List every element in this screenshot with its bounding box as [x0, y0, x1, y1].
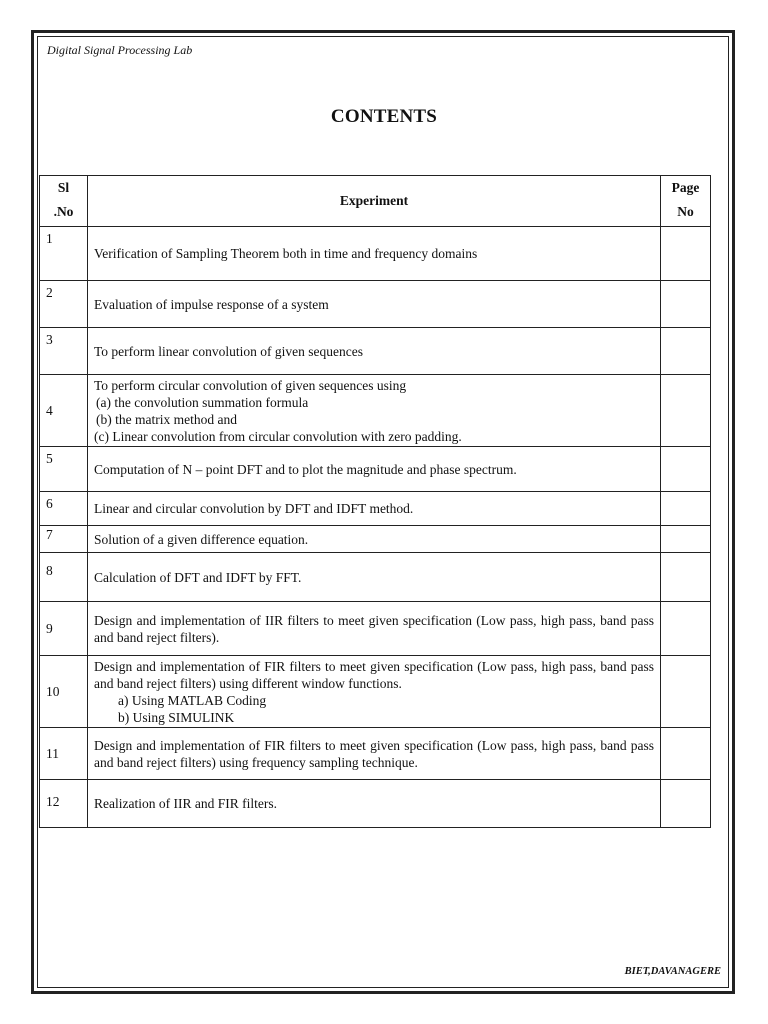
- experiment-title: Design and implementation of IIR filters to meet given specification (Low pass, high pass, band pass and band reject filters).: [88, 602, 661, 656]
- experiment-title: [88, 656, 661, 728]
- table-row: [40, 492, 711, 526]
- page-number-cell: [661, 447, 711, 492]
- page-number-cell: [661, 328, 711, 375]
- experiment-main-text: To perform circular convolution of given sequences using: [94, 377, 407, 393]
- page-no-header: [661, 176, 711, 227]
- page-number-cell: [661, 281, 711, 328]
- experiment-title: To perform linear convolution of given sequences: [88, 328, 661, 375]
- experiment-title: Verification of Sampling Theorem both in time and frequency domains: [88, 227, 661, 281]
- row-number: 10: [40, 656, 88, 728]
- experiment-title: Linear and circular convolution by DFT and IDFT method.: [88, 492, 661, 526]
- row-number: 4: [40, 375, 88, 447]
- experiment-title: Computation of N – point DFT and to plot the magnitude and phase spectrum.: [88, 447, 661, 492]
- table-row: [40, 375, 711, 447]
- page-number-cell: [661, 526, 711, 553]
- page-number-cell: [661, 492, 711, 526]
- row-number: 5: [40, 447, 88, 492]
- experiment-title: Design and implementation of FIR filters to meet given specification (Low pass, high pass, band pass and band reject filters) using frequency sampling technique.: [88, 728, 661, 780]
- sl-no-header: [40, 176, 88, 227]
- page-number-cell: [661, 553, 711, 602]
- row-number: 9: [40, 602, 88, 656]
- experiment-title: Realization of IIR and FIR filters.: [88, 780, 661, 828]
- experiment-subitem: a) Using MATLAB Coding: [118, 692, 267, 708]
- experiment-subitem: (c) Linear convolution from circular convolution with zero padding.: [94, 428, 462, 444]
- page-title: CONTENTS: [330, 106, 438, 127]
- row-number: 6: [40, 492, 88, 526]
- table-row: [40, 227, 711, 281]
- row-number: 2: [40, 281, 88, 328]
- contents-table: [39, 175, 711, 828]
- experiment-title: Solution of a given difference equation.: [88, 526, 661, 553]
- row-number: 3: [40, 328, 88, 375]
- page-number-cell: [661, 728, 711, 780]
- page-header-line1: Page: [671, 180, 700, 195]
- sl-header-line1: Sl: [57, 180, 70, 195]
- experiment-title: Calculation of DFT and IDFT by FFT.: [88, 553, 661, 602]
- table-row: [40, 553, 711, 602]
- experiment-subitem: (a) the convolution summation formula: [96, 394, 309, 410]
- row-number: 11: [40, 728, 88, 780]
- experiment-subitem: b) Using SIMULINK: [118, 709, 235, 725]
- table-row: [40, 281, 711, 328]
- sl-header-line2: .No: [53, 204, 74, 219]
- page-number-cell: [661, 375, 711, 447]
- page-number-cell: [661, 780, 711, 828]
- table-row: [40, 780, 711, 828]
- lab-name-header: Digital Signal Processing Lab: [47, 43, 193, 57]
- experiment-header: Experiment: [88, 176, 661, 227]
- page-number-cell: [661, 602, 711, 656]
- row-number: 1: [40, 227, 88, 281]
- table-row: [40, 447, 711, 492]
- page-header-line2: No: [677, 204, 694, 219]
- experiment-title: [88, 375, 661, 447]
- experiment-title: Evaluation of impulse response of a system: [88, 281, 661, 328]
- experiment-subitem: (b) the matrix method and: [96, 411, 237, 427]
- row-number: 7: [40, 526, 88, 553]
- row-number: 8: [40, 553, 88, 602]
- experiment-main-text: Design and implementation of FIR filters to meet given specification (Low pass, high pass, band pass and band reject filters) using different window functions.: [94, 658, 654, 691]
- page-number-cell: [661, 227, 711, 281]
- page-number-cell: [661, 656, 711, 728]
- row-number: 12: [40, 780, 88, 828]
- institution-footer: BIET,DAVANAGERE: [624, 966, 721, 977]
- table-row: [40, 328, 711, 375]
- table-header-row: [40, 176, 711, 227]
- table-row: [40, 728, 711, 780]
- table-row: [40, 526, 711, 553]
- table-row: [40, 656, 711, 728]
- table-row: [40, 602, 711, 656]
